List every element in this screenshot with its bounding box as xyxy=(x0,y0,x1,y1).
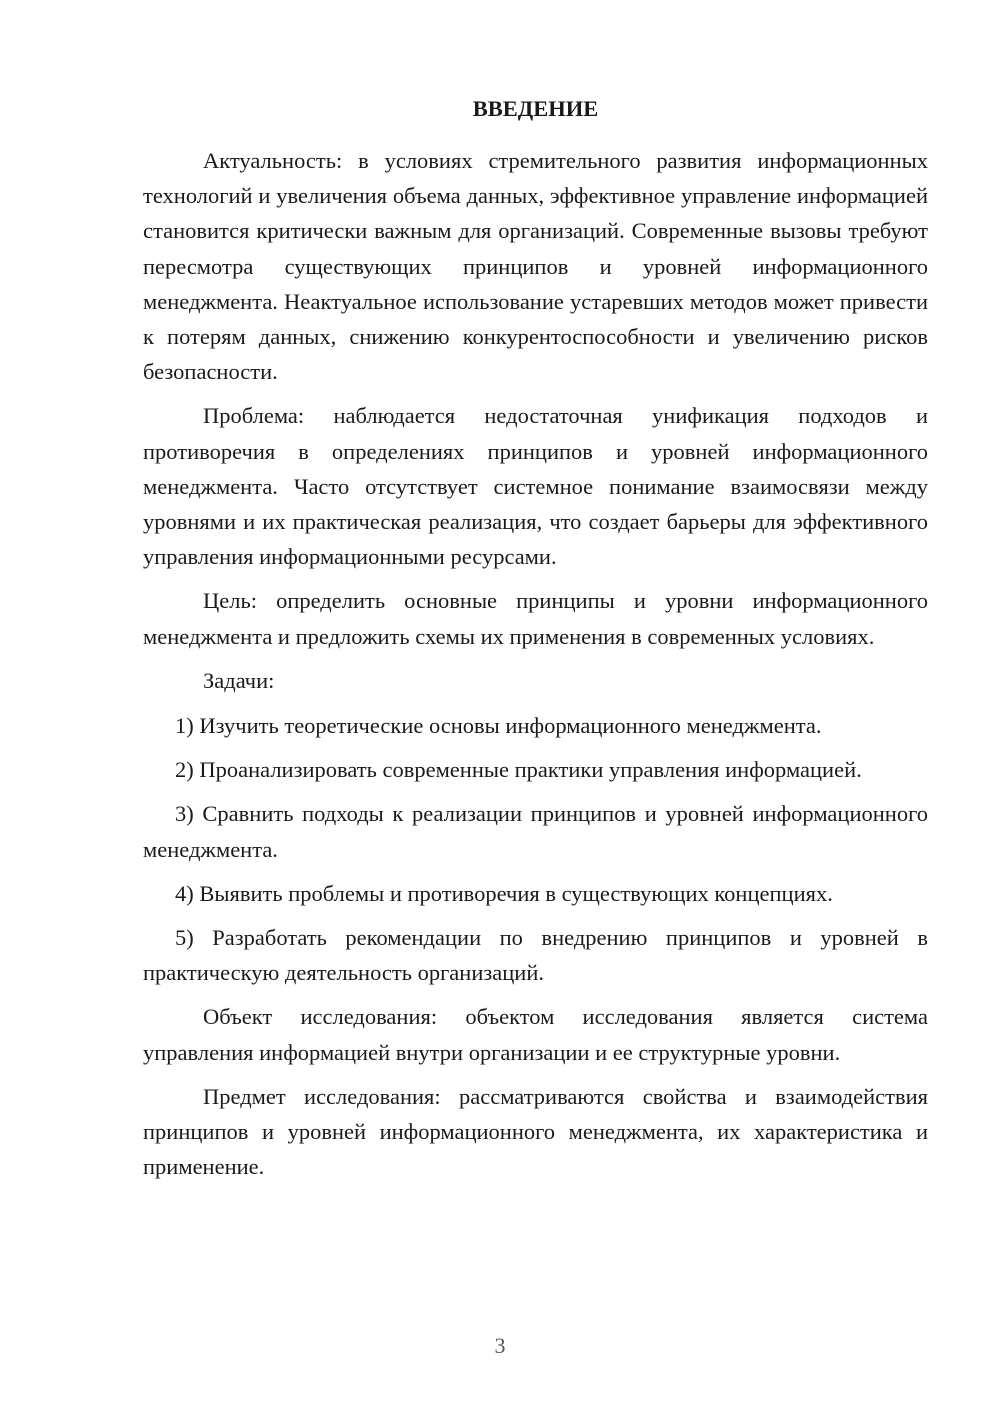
paragraph-object: Объект исследования: объектом исследования является система управления информацией внутри организации и ее структурные уровни. xyxy=(143,1004,928,1065)
task-item-2: 2) Проанализировать современные практики управления информацией. xyxy=(175,757,862,783)
task-item-1: 1) Изучить теоретические основы информационного менеджмента. xyxy=(175,713,822,739)
paragraph-goal: Цель: определить основные принципы и уровни информационного менеджмента и предложить схемы их применения в современных условиях. xyxy=(143,588,928,649)
paragraph-problem: Проблема: наблюдается недостаточная унификация подходов и противоречия в определениях принципов и уровней информационного менеджмента. Часто отсутствует системное понимание взаимосвязи между уровнями и их практическая реализация, что создает барьеры для эффективного управления информационными ресурсами. xyxy=(143,403,928,570)
page-number: 3 xyxy=(494,1333,506,1358)
task-item-5: 5) Разработать рекомендации по внедрению принципов и уровней в практическую деятельность организаций. xyxy=(143,925,928,986)
page-title: ВВЕДЕНИЕ xyxy=(472,96,599,121)
task-item-3: 3) Сравнить подходы к реализации принципов и уровней информационного менеджмента. xyxy=(143,801,928,862)
paragraph-subject: Предмет исследования: рассматриваются свойства и взаимодействия принципов и уровней информационного менеджмента, их характеристика и применение. xyxy=(143,1083,928,1180)
document-page xyxy=(143,92,928,1193)
paragraph-relevance: Актуальность: в условиях стремительного развития информационных технологий и увеличения объема данных, эффективное управление информацией становится критически важным для организаций. Современные вызовы требуют пересмотра существующих принципов и уровней информационного менеджмента. Неактуальное использование устаревших методов может привести к потерям данных, снижению конкурентоспособности и увеличению рисков безопасности. xyxy=(143,148,928,385)
paragraph-tasks-heading: Задачи: xyxy=(203,667,275,693)
task-item-4: 4) Выявить проблемы и противоречия в существующих концепциях. xyxy=(175,880,833,906)
